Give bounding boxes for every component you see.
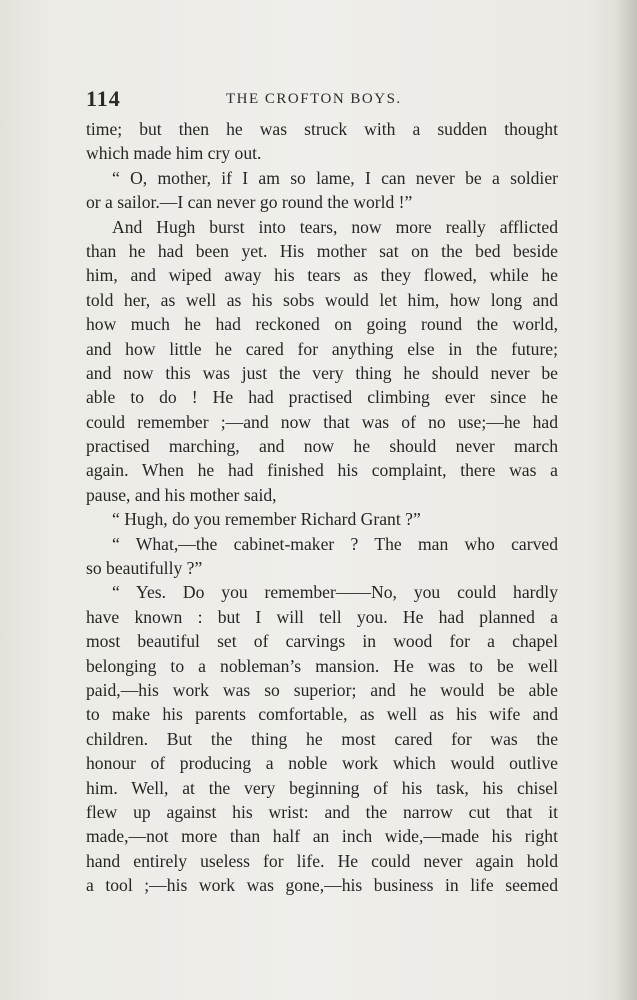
text-line: how much he had reckoned on going round the world,	[86, 314, 558, 335]
text-line: made,—not more than half an inch wide,—made his right	[86, 826, 558, 847]
text-line: time; but then he was struck with a sudden thought	[86, 119, 558, 139]
text-line: which made him cry out.	[86, 143, 262, 164]
text-line: “ Yes. Do you remember——No, you could hardly	[112, 582, 558, 603]
text-line: so beautifully ?”	[86, 558, 203, 579]
text-line: most beautiful set of carvings in wood for a chapel	[86, 631, 558, 652]
text-line: told her, as well as his sobs would let him, how long and	[86, 289, 558, 310]
text-line: “ Hugh, do you remember Richard Grant ?”	[112, 509, 421, 530]
text-line: flew up against his wrist: and the narrow cut that it	[86, 801, 558, 822]
text-line: could remember ;—and now that was of no use;—he had	[86, 411, 558, 432]
text-line: paid,—his work was so superior; and he would be able	[86, 679, 558, 700]
text-line: children. But the thing he most cared for was the	[86, 728, 558, 749]
page-header	[86, 86, 558, 116]
text-line: And Hugh burst into tears, now more really afflicted	[112, 216, 558, 237]
text-line: and how little he cared for anything else in the future;	[86, 338, 558, 359]
text-line: belonging to a nobleman’s mansion. He was to be well	[86, 655, 558, 676]
text-line: him, and wiped away his tears as they flowed, while he	[86, 265, 558, 286]
text-line: “ What,—the cabinet-maker ? The man who carved	[112, 533, 558, 554]
page-number: 114	[86, 86, 121, 111]
text-line: hand entirely useless for life. He could never again hold	[86, 850, 558, 871]
text-line: able to do ! He had practised climbing ever since he	[86, 387, 558, 408]
page-edge-shadow	[615, 0, 637, 1000]
text-line: and now this was just the very thing he should never be	[86, 362, 558, 383]
text-line: honour of producing a noble work which would outlive	[86, 753, 558, 774]
text-line: than he had been yet. His mother sat on the bed beside	[86, 240, 558, 261]
text-line: to make his parents comfortable, as well as his wife and	[86, 704, 558, 725]
body-text	[86, 117, 558, 898]
running-title: THE CROFTON BOYS.	[226, 91, 402, 107]
text-line: have known : but I will tell you. He had planned a	[86, 606, 558, 627]
text-line: practised marching, and now he should never march	[86, 436, 558, 457]
text-line: or a sailor.—I can never go round the world !”	[86, 192, 413, 213]
text-line: pause, and his mother said,	[86, 484, 277, 505]
text-line: him. Well, at the very beginning of his task, his chisel	[86, 777, 558, 798]
text-line: a tool ;—his work was gone,—his business in life seemed	[86, 875, 558, 896]
text-line: “ O, mother, if I am so lame, I can never be a soldier	[112, 167, 558, 188]
text-line: again. When he had finished his complaint, there was a	[86, 460, 558, 481]
